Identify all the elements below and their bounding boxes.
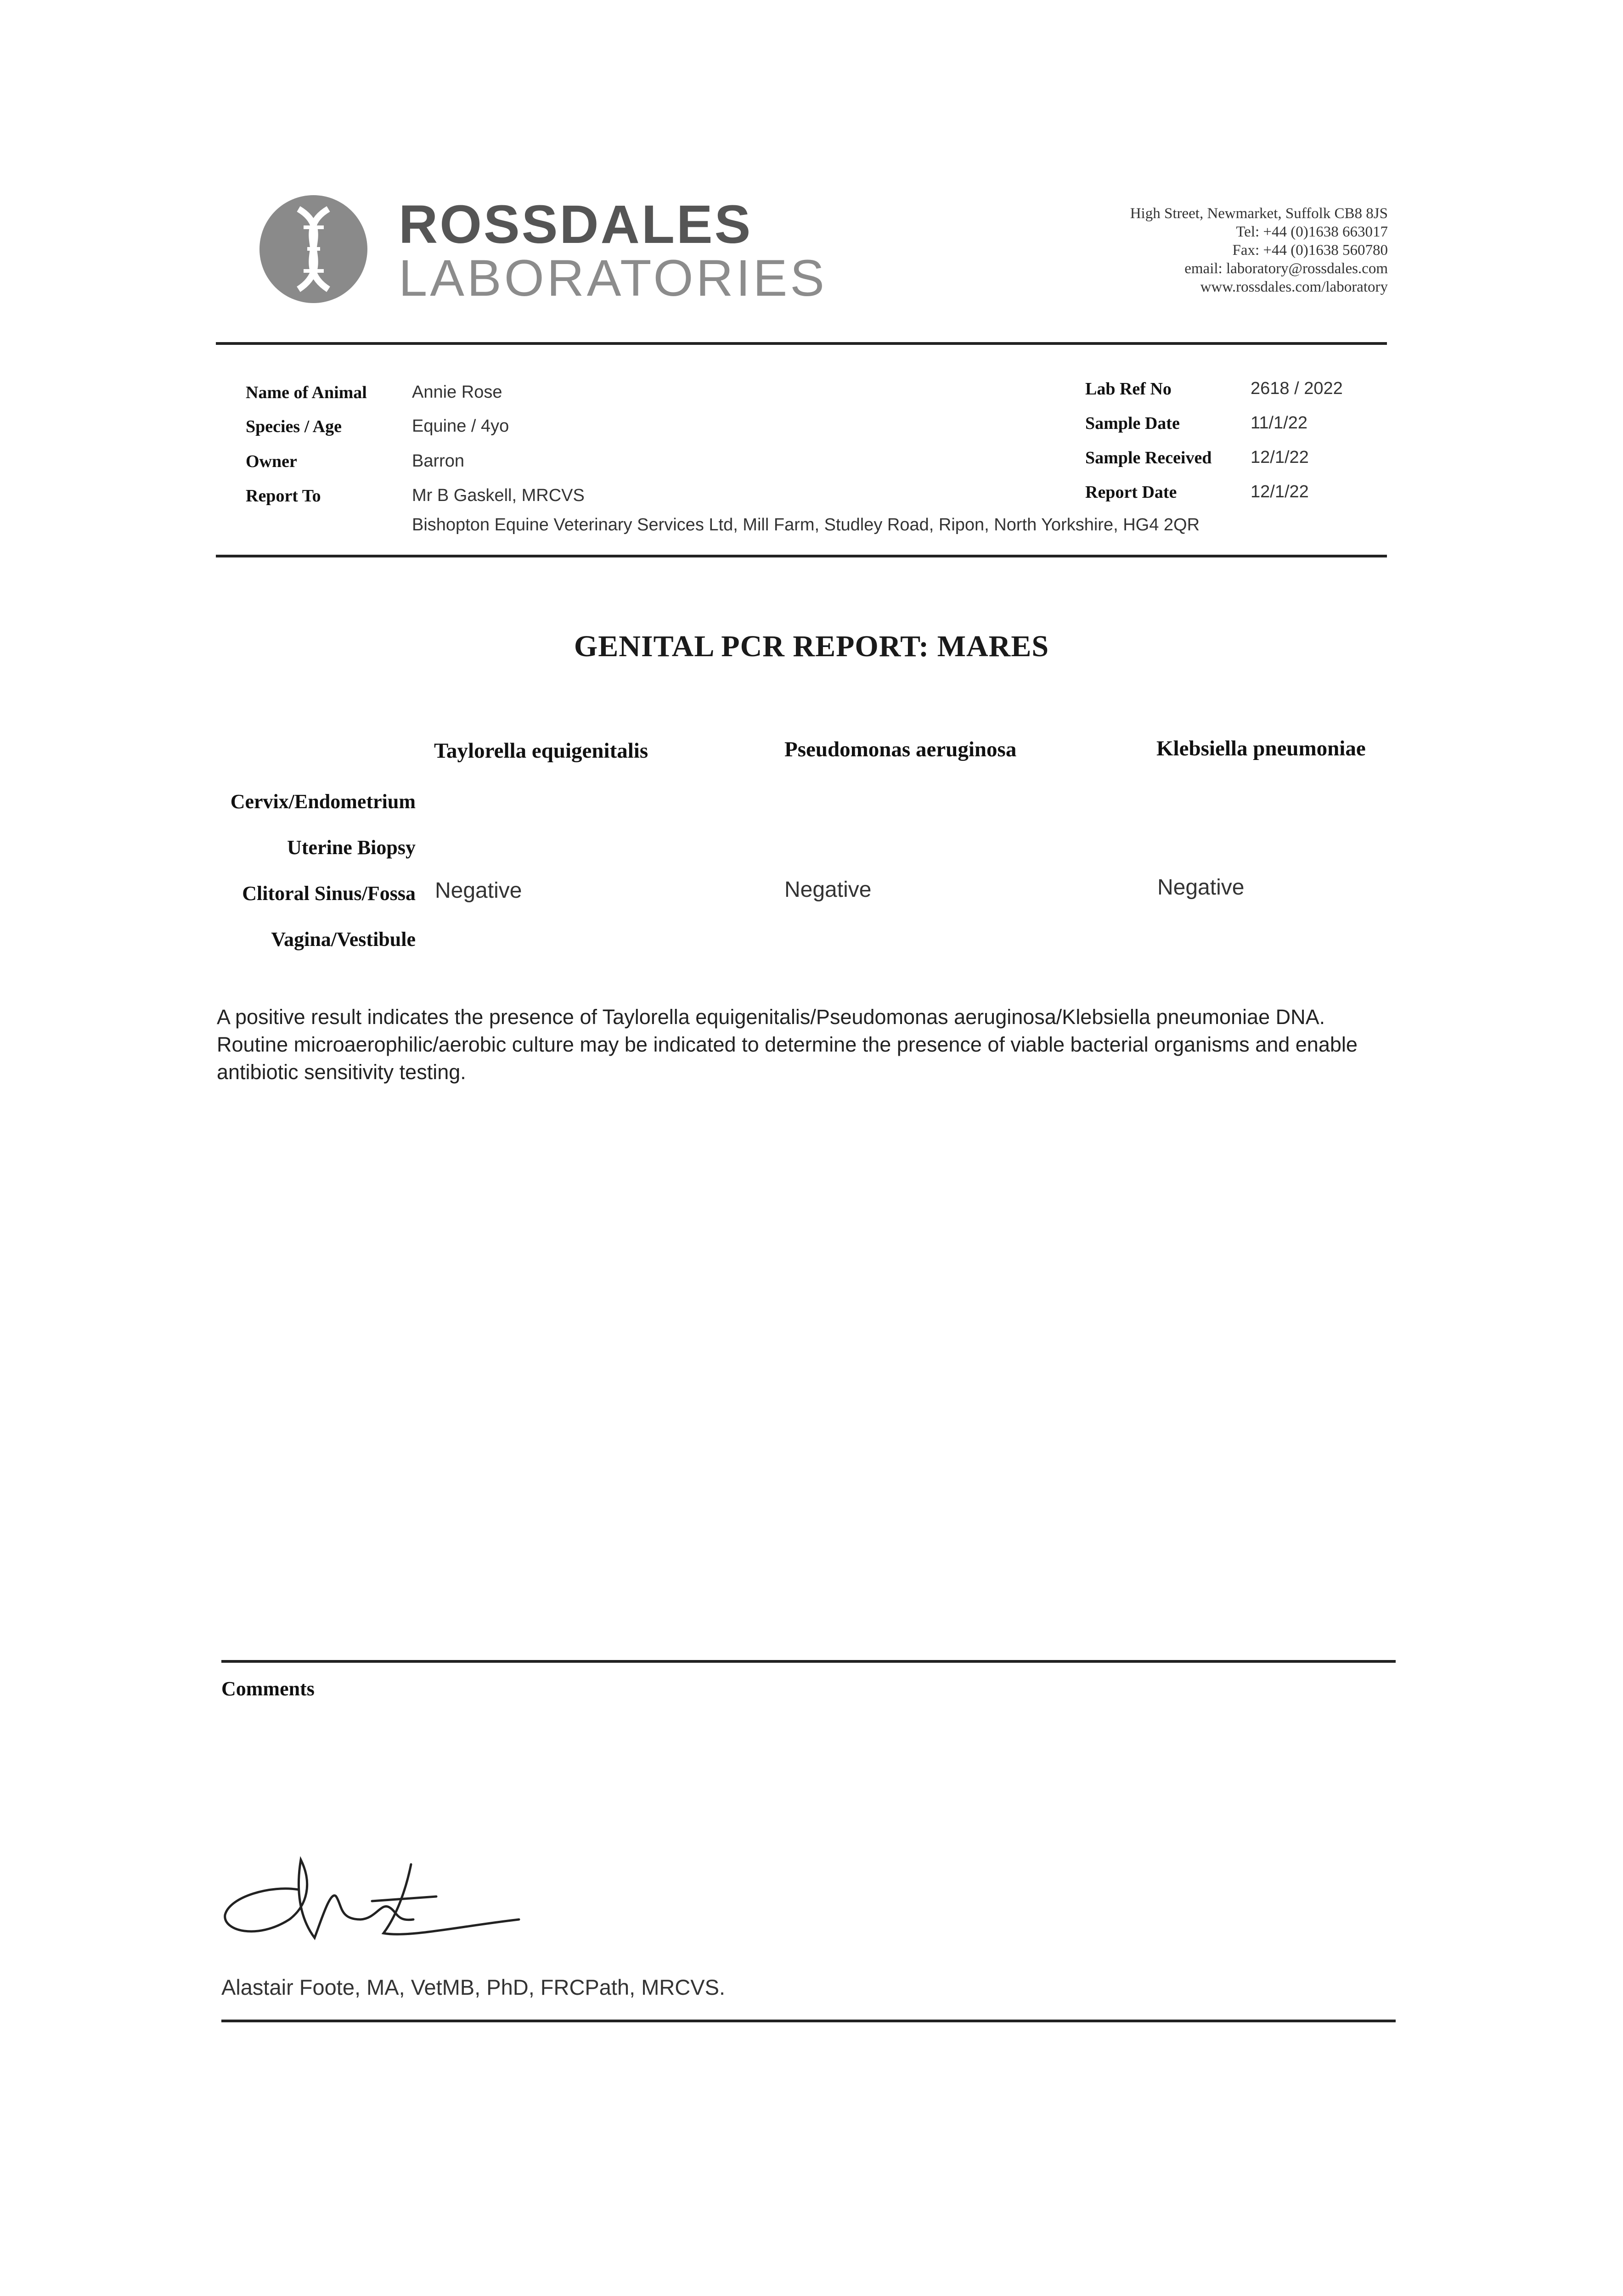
logo-dna-icon — [259, 195, 367, 303]
owner-value: Barron — [412, 451, 465, 471]
signature — [216, 1846, 547, 1952]
report-title: GENITAL PCR REPORT: MARES — [574, 630, 1049, 663]
row-label-clitoral-sinus: Clitoral Sinus/Fossa — [242, 882, 416, 905]
divider — [221, 1660, 1396, 1663]
sample-date-label: Sample Date — [1085, 414, 1180, 433]
lab-ref-label: Lab Ref No — [1085, 379, 1172, 399]
contact-email: email: laboratory@rossdales.com — [1184, 260, 1388, 277]
result-pseudomonas: Negative — [784, 878, 872, 902]
divider — [216, 342, 1387, 345]
report-date-value: 12/1/22 — [1251, 482, 1309, 501]
contact-tel: Tel: +44 (0)1638 663017 — [1236, 224, 1388, 240]
report-to-address: Bishopton Equine Veterinary Services Ltd, Mill Farm, Studley Road, Ripon, North Yorkshire, HG4 2QR — [412, 515, 1200, 535]
report-to-value: Mr B Gaskell, MRCVS — [412, 486, 585, 505]
column-header-taylorella: Taylorella equigenitalis — [434, 739, 648, 763]
sample-received-label: Sample Received — [1085, 448, 1212, 467]
column-header-pseudomonas: Pseudomonas aeruginosa — [784, 737, 1017, 761]
result-taylorella: Negative — [435, 878, 522, 903]
report-date-label: Report Date — [1085, 483, 1177, 502]
sample-received-value: 12/1/22 — [1251, 448, 1309, 467]
species-label: Species / Age — [246, 417, 342, 436]
contact-address: High Street, Newmarket, Suffolk CB8 8JS — [1130, 205, 1388, 222]
contact-website: www.rossdales.com/laboratory — [1200, 279, 1388, 295]
owner-label: Owner — [246, 452, 297, 471]
column-header-klebsiella: Klebsiella pneumoniae — [1156, 737, 1366, 760]
sample-date-value: 11/1/22 — [1251, 413, 1307, 433]
contact-block — [1130, 204, 1388, 296]
report-to-label: Report To — [246, 486, 321, 506]
divider — [216, 555, 1387, 557]
signer-name: Alastair Foote, MA, VetMB, PhD, FRCPath, MRCVS. — [221, 1975, 725, 1999]
contact-fax: Fax: +44 (0)1638 560780 — [1232, 242, 1388, 259]
result-klebsiella: Negative — [1157, 875, 1245, 900]
logo-title: ROSSDALES — [399, 194, 753, 255]
row-label-vagina: Vagina/Vestibule — [271, 928, 416, 951]
name-value: Annie Rose — [412, 383, 502, 402]
name-label: Name of Animal — [246, 383, 367, 402]
lab-ref-value: 2618 / 2022 — [1251, 379, 1343, 398]
species-value: Equine / 4yo — [412, 416, 509, 436]
divider — [221, 2020, 1396, 2022]
result-note: A positive result indicates the presence of Taylorella equigenitalis/Pseudomonas aeruginosa/Klebsiella pneumoniae DNA. Routine microaerophilic/aerobic culture may be indicated to determine the presence of viable bacterial organisms and enable antibiotic sensitivity testing. — [217, 1005, 1358, 1084]
row-label-uterine-biopsy: Uterine Biopsy — [287, 836, 416, 859]
comments-label: Comments — [221, 1677, 315, 1700]
logo-subtitle: LABORATORIES — [399, 249, 827, 307]
row-label-cervix: Cervix/Endometrium — [230, 790, 416, 813]
